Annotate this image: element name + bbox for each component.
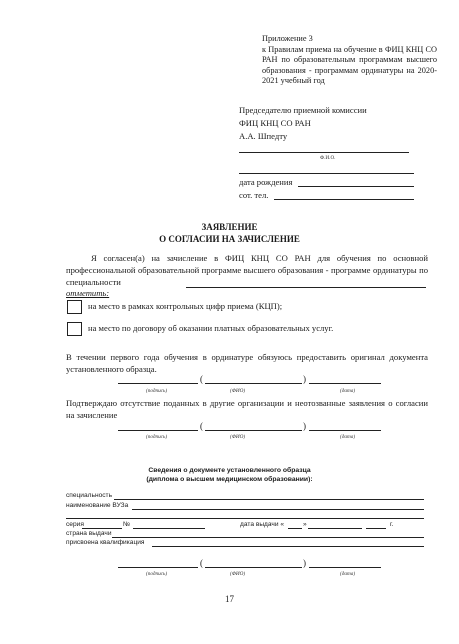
checkbox-paid[interactable] [67, 322, 82, 336]
paren-close-3: ) [303, 558, 306, 568]
option-paid-label: на место по договору об оказании платных образовательных услуг. [88, 323, 334, 333]
qualification-label: присвоена квалификация [66, 539, 145, 546]
fio-field-2[interactable] [205, 430, 302, 431]
specialty-field[interactable] [186, 287, 426, 288]
sign-caption-2: (подпись) [146, 434, 168, 440]
signature-field-1[interactable] [118, 383, 198, 384]
confirm-text: Подтверждаю отсутствие поданных в другие организации и неотозванные заявления о согласии на зачисление [66, 398, 428, 420]
document-title [0, 221, 459, 245]
option-kcp-label: на место в рамках контрольных цифр приема (КЦП); [88, 301, 283, 311]
paren-open-2: ( [200, 421, 203, 431]
issue-month-field[interactable] [308, 528, 362, 529]
addressee-line2: ФИЦ КНЦ СО РАН [239, 117, 311, 128]
signature-field-3[interactable] [118, 567, 198, 568]
specialty-label: специальность [66, 492, 113, 499]
signature-field-2[interactable] [118, 430, 198, 431]
appendix-body: к Правилам приема на обучение в ФИЦ КНЦ СО РАН по образовательным программам высшего образования - программам ординатуры на 2020-2021 учебный год [262, 44, 437, 86]
date-field-1[interactable] [309, 383, 381, 384]
country-field[interactable] [112, 537, 424, 538]
mark-label: отметить: [66, 288, 110, 298]
date-field-2[interactable] [309, 430, 381, 431]
title-line1: ЗАЯВЛЕНИЕ [201, 222, 258, 232]
fio-line-1[interactable] [239, 152, 409, 153]
fio-field-1[interactable] [205, 383, 302, 384]
paren-close-2: ) [303, 421, 306, 431]
series-field[interactable] [82, 528, 122, 529]
appendix-line1: Приложение 3 [262, 34, 313, 43]
phone-label: сот. тел. [239, 190, 269, 200]
fio-caption-1: (ФИО) [230, 388, 246, 394]
checkbox-kcp[interactable] [67, 300, 82, 314]
obligation-text: В течении первого года обучения в ординатуре обязуюсь предоставить оригинал документа установленного образца. [66, 352, 428, 374]
diploma-specialty-field[interactable] [114, 499, 424, 500]
birth-label: дата рождения [239, 177, 293, 187]
document-info-title [0, 466, 459, 484]
issue-year-field[interactable] [366, 528, 386, 529]
title-line2: О СОГЛАСИИ НА ЗАЧИСЛЕНИЕ [159, 234, 300, 244]
date-caption-2: (дата) [340, 434, 356, 440]
birth-date-field[interactable] [298, 186, 414, 187]
appendix-block [262, 34, 437, 87]
phone-field[interactable] [274, 199, 414, 200]
date-caption-3: (дата) [340, 571, 356, 577]
quote-close: » [303, 521, 307, 528]
date-caption-1: (дата) [340, 388, 356, 394]
university-label: наименование ВУЗа [66, 502, 129, 509]
document-info-title1: Сведения о документе установленного образца [148, 467, 311, 474]
sign-caption-3: (подпись) [146, 571, 168, 577]
paren-close-1: ) [303, 374, 306, 384]
date-field-3[interactable] [309, 567, 381, 568]
fio-field-3[interactable] [205, 567, 302, 568]
addressee-block [239, 104, 429, 142]
qualification-field[interactable] [152, 546, 424, 547]
addressee-line1: Председателю приемной комиссии [239, 105, 367, 115]
page-number: 17 [225, 594, 234, 604]
sign-caption-1: (подпись) [146, 388, 168, 394]
fio-line-2[interactable] [239, 173, 414, 174]
country-label: страна выдачи [66, 530, 112, 537]
issue-day-field[interactable] [288, 528, 302, 529]
fio-caption: Ф.И.О. [320, 155, 336, 161]
addressee-line3: А.А. Шпедту [239, 130, 288, 141]
consent-text: Я согласен(а) на зачисление в ФИЦ КНЦ СО РАН для обучения по основной профессиональной образовательной программе высшего образования - программе ординатуры по специальности [66, 253, 428, 287]
series-label: серия [66, 521, 84, 528]
fio-caption-2: (ФИО) [230, 434, 246, 440]
year-suffix: г. [390, 521, 394, 528]
document-info-title2: (диплома о высшем медицинском образовании): [146, 476, 313, 483]
university-field-2[interactable] [66, 518, 424, 519]
paren-open-1: ( [200, 374, 203, 384]
fio-caption-3: (ФИО) [230, 571, 246, 577]
paren-open-3: ( [200, 558, 203, 568]
issue-date-label: дата выдачи « [240, 521, 285, 528]
number-field[interactable] [133, 528, 205, 529]
university-field[interactable] [132, 509, 424, 510]
number-label: № [123, 521, 131, 528]
